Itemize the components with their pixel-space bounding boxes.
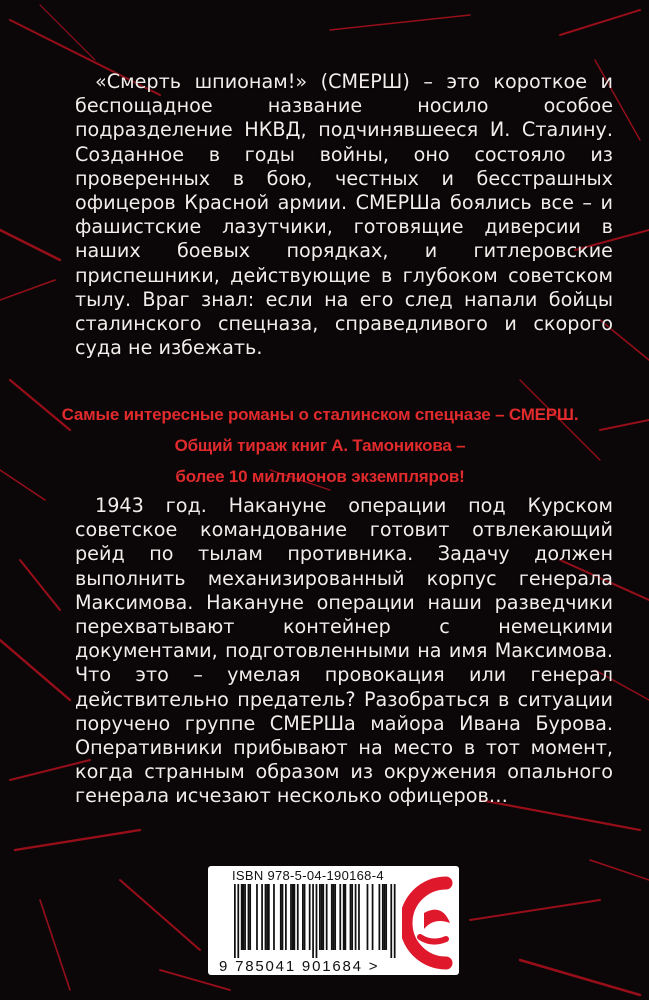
barcode-bar xyxy=(350,884,352,950)
barcode-bar xyxy=(394,884,396,958)
promo-line-3: более 10 миллионов экземпляров! xyxy=(175,467,465,486)
barcode-bar xyxy=(372,884,374,950)
barcode-bar xyxy=(280,884,282,950)
barcode-bar xyxy=(367,884,369,950)
barcode-bar xyxy=(294,884,296,950)
barcode-bar xyxy=(384,884,386,950)
promo-block xyxy=(60,399,580,492)
barcode-bar xyxy=(355,884,357,950)
barcode-bar xyxy=(345,884,347,950)
barcode-bar xyxy=(256,884,258,950)
isbn-label: ISBN 978-5-04-190168-4 xyxy=(232,868,384,883)
barcode-bar xyxy=(290,884,292,950)
barcode-bar xyxy=(292,884,294,950)
description-paragraph-2: 1943 год. Накануне операции под Курском советское командование готовит отвлекающий рейд по тылам противника. Задачу должен выполнить механизированный корпус генерала Максимова. Накануне операции наши разведчики перехватывают контейнер с немецкими документами, подготовленными на имя Максимова. Что это – умелая провокация или генерал действительно предатель? Разобраться в ситуации поручено группе СМЕРШа майора Ивана Бурова. Оперативники прибывают на место в тот момент, когда странным образом из окружения опального генерала исчезают несколько офицеров… xyxy=(75,494,613,808)
barcode-bar xyxy=(266,884,268,950)
barcode-bar xyxy=(234,884,236,958)
barcode-bar xyxy=(265,884,267,950)
barcode-bar xyxy=(351,884,353,950)
barcode-bar xyxy=(333,884,335,950)
barcode-bar xyxy=(244,884,246,950)
barcode-bar xyxy=(322,884,324,950)
barcode-bar xyxy=(316,884,318,958)
barcode-bar xyxy=(319,884,321,950)
barcode-bar xyxy=(334,884,336,950)
barcode-bar xyxy=(358,884,360,950)
barcode-bar xyxy=(339,884,341,950)
promo-line-1: Самые интересные романы о сталинском спецназе – СМЕРШ. xyxy=(61,405,579,424)
barcode-bar xyxy=(243,884,245,950)
barcode-bar xyxy=(309,884,311,950)
barcode-bar xyxy=(273,884,275,950)
barcode-bar xyxy=(331,884,333,950)
barcode-bar xyxy=(241,884,243,950)
barcode-bar xyxy=(237,884,239,958)
barcode-bar xyxy=(382,884,384,950)
barcode-bar xyxy=(385,884,387,950)
barcode-digits: 9 785041 901684 > xyxy=(219,958,380,975)
barcode-bar xyxy=(326,884,328,950)
barcode-bar xyxy=(268,884,270,950)
barcode-bar xyxy=(312,884,314,958)
barcode-bar xyxy=(249,884,251,950)
barcode-bar xyxy=(390,884,392,958)
barcode-bar xyxy=(297,884,299,950)
eksmo-logo-icon xyxy=(402,873,460,973)
promo-line-2: Общий тираж книг А. Тамоникова – xyxy=(174,436,466,455)
barcode-bar xyxy=(304,884,306,950)
barcode-bar xyxy=(282,884,284,950)
barcode-bar xyxy=(261,884,263,950)
barcode-bar xyxy=(302,884,304,950)
barcode-bar xyxy=(248,884,250,950)
barcode-bar xyxy=(343,884,345,950)
description-paragraph-1: «Смерть шпионам!» (СМЕРШ) – это короткое и беспощадное название носило особое подразделение НКВД, подчинявшееся И. Сталину. Созданное в годы войны, оно состояло из проверенных в бою, честных и бесстрашных офицеров Красной армии. СМЕРШа боялись все – и фашистские лазутчики, готовящие диверсии в наших боевых порядках, и гитлеровские приспешники, действующие в глубоком советском тылу. Враг знал: если на его след напали бойцы сталинского спецназа, справедливого и скорого суда не избежать. xyxy=(75,70,613,360)
barcode-bar xyxy=(285,884,287,950)
barcode-bar xyxy=(321,884,323,950)
barcode-bar xyxy=(379,884,381,950)
